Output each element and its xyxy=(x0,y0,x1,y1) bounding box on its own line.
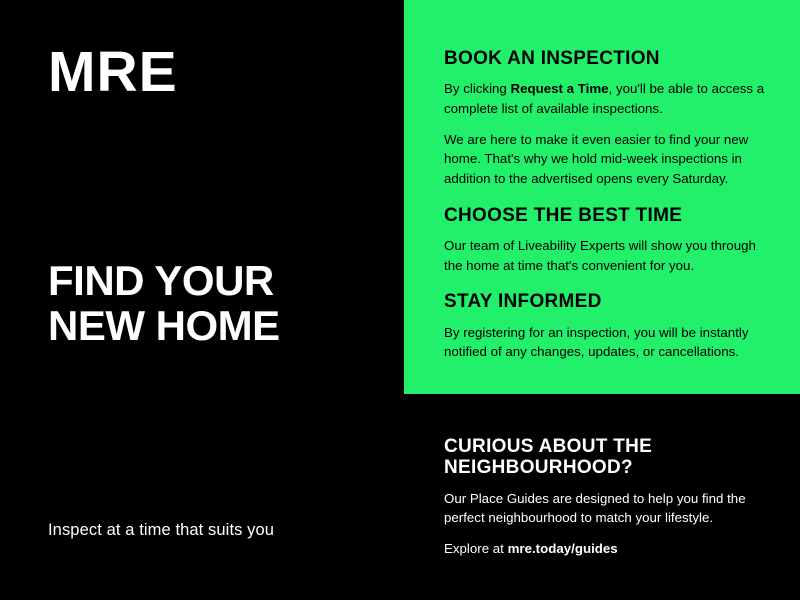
explore-link[interactable]: mre.today/guides xyxy=(507,540,618,556)
paragraph-liveability-experts: Our team of Liveability Experts will show you through the home at time that's convenient for you. xyxy=(444,237,756,273)
section-choose-the-best-time xyxy=(444,205,770,276)
inspection-info-panel xyxy=(404,0,800,394)
section-book-an-inspection xyxy=(444,48,770,189)
emphasis-request-a-time: Request a Time xyxy=(510,81,609,97)
explore-prefix: Explore at xyxy=(444,540,508,556)
neighbourhood-panel xyxy=(404,394,800,600)
headline-line-2: NEW HOME xyxy=(48,302,280,350)
neighbourhood-title-line-2: NEIGHBOURHOOD? xyxy=(444,457,633,479)
headline-line-1: FIND YOUR xyxy=(48,257,274,304)
explore-line xyxy=(444,539,770,559)
section-title-choose-the-best-time: CHOOSE THE BEST TIME xyxy=(444,204,683,226)
paragraph-text-before: By clicking xyxy=(444,81,511,97)
paragraph-midweek-inspections: We are here to make it even easier to find your new home. That's why we hold mid-week inspections in addition to the advertised opens every Saturday. xyxy=(444,131,749,186)
paragraph-registering-notifications: By registering for an inspection, you will be instantly notified of any changes, updates, or cancellations. xyxy=(444,324,749,360)
section-title-stay-informed: STAY INFORMED xyxy=(444,291,602,313)
neighbourhood-title-line-1: CURIOUS ABOUT THE xyxy=(444,436,653,457)
brand-logo: MRE xyxy=(48,40,178,104)
section-title-book-an-inspection: BOOK AN INSPECTION xyxy=(444,48,660,69)
section-title-neighbourhood xyxy=(444,436,770,479)
hero-tagline: Inspect at a time that suits you xyxy=(48,521,275,539)
section-stay-informed xyxy=(444,291,770,362)
right-column xyxy=(404,0,800,600)
page-title xyxy=(48,258,280,349)
paragraph-request-a-time xyxy=(444,79,770,118)
paragraph-place-guides: Our Place Guides are designed to help you find the perfect neighbourhood to match your lifestyle. xyxy=(444,490,746,526)
paragraph-text-after: , you'll be able to access a complete list of available inspections. xyxy=(444,81,765,116)
